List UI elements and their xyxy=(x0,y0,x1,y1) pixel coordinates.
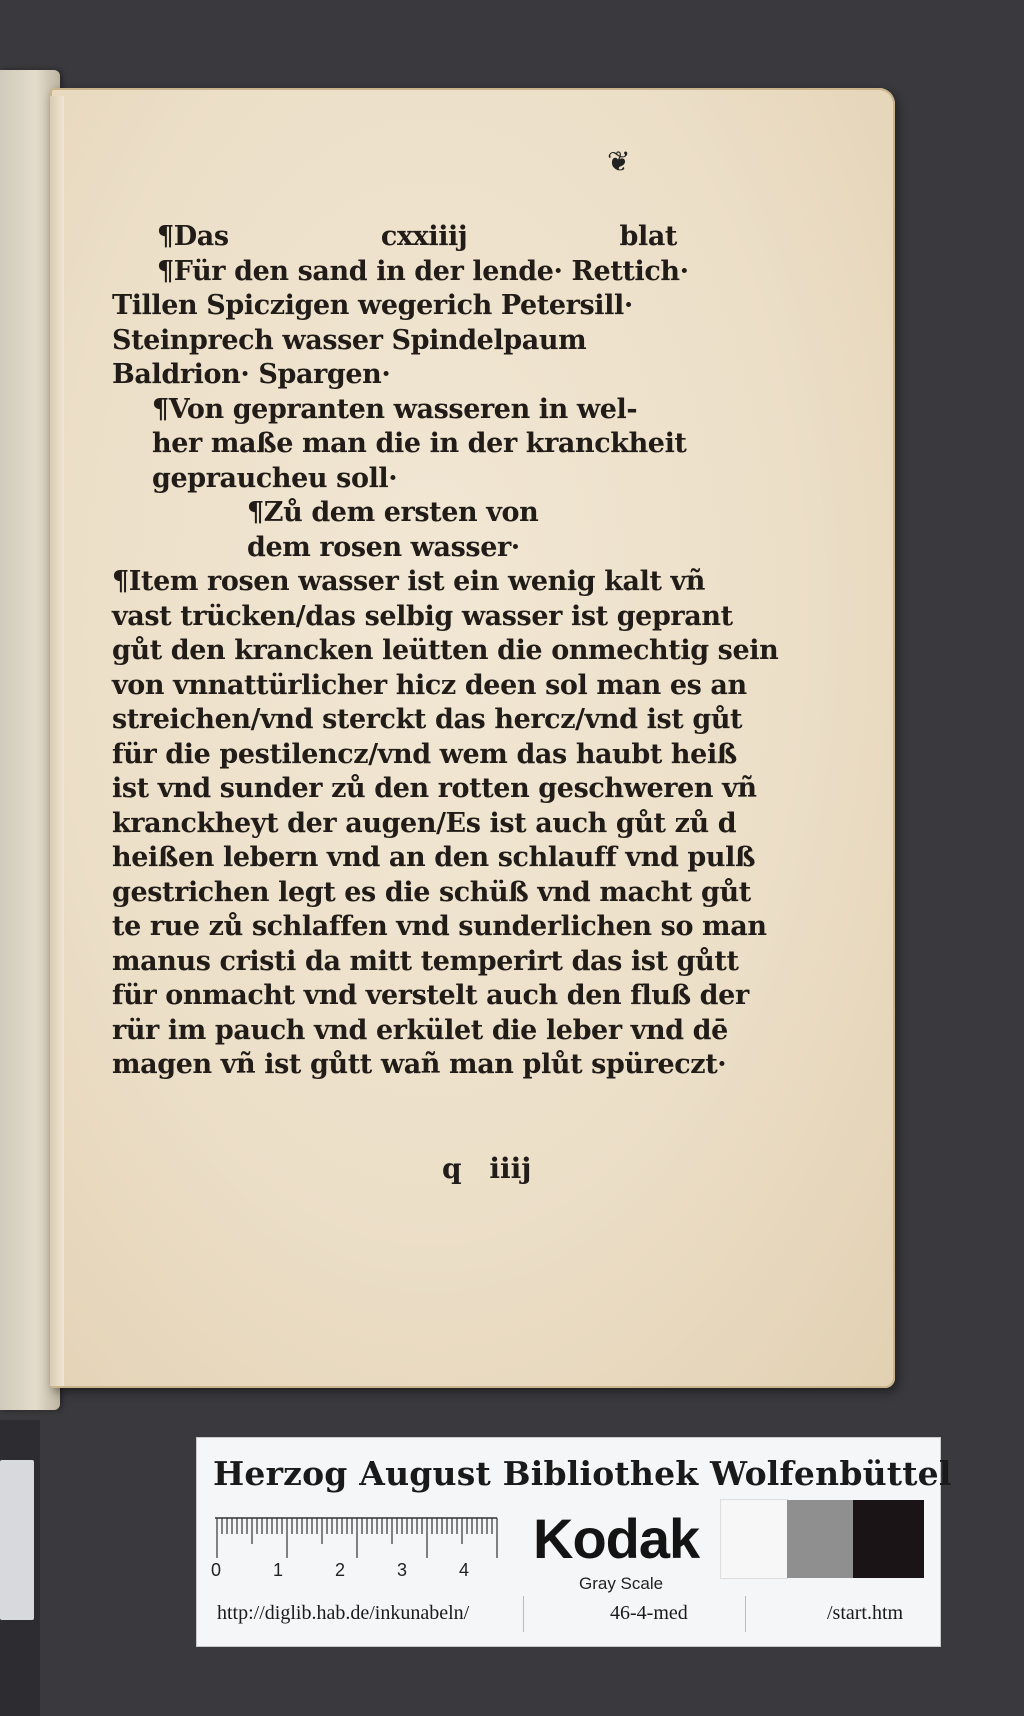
ruler-number: 0 xyxy=(211,1560,222,1580)
divider xyxy=(523,1596,524,1632)
page-text-block xyxy=(112,220,779,1083)
text-line: vast trücken/das selbig wasser ist geprant xyxy=(112,600,733,632)
text-line: Steinprech wasser Spindelpaum xyxy=(112,324,587,356)
ruler-number: 2 xyxy=(335,1560,346,1580)
text-line: streichen/vnd sterckt das hercz/vnd ist gůt xyxy=(112,704,743,735)
source-url: http://diglib.hab.de/inkunabeln/ xyxy=(217,1602,470,1624)
text-line: ¶Von gepranten wasseren in wel- xyxy=(152,393,638,425)
text-line: ist vnd sunder zů den rotten geschweren vñ xyxy=(112,773,757,804)
text-line: Baldrion· Spargen· xyxy=(112,359,391,390)
text-line: gestrichen legt es die schüß vnd macht gůt xyxy=(112,876,751,908)
text-line: für die pestilencz/vnd wem das haubt heiß xyxy=(112,738,737,770)
text-line: dem rosen wasser· xyxy=(247,531,520,563)
text-line xyxy=(112,220,677,255)
text-line: ¶Zů dem ersten von xyxy=(247,497,539,528)
text-line: gůt den krancken leütten die onmechtig sein xyxy=(112,635,779,666)
ruler-number: 1 xyxy=(273,1560,284,1580)
color-target-card xyxy=(197,1438,952,1646)
library-title: Herzog August Bibliothek Wolfenbüttel xyxy=(213,1454,952,1493)
kodak-logo: Kodak xyxy=(533,1507,700,1570)
text-line: te rue zů schlaffen vnd sunderlichen so man xyxy=(112,911,767,942)
white-swatch xyxy=(721,1500,787,1578)
gray-swatch xyxy=(787,1500,853,1578)
text-line: kranckheyt der augen/Es ist auch gůt zů d xyxy=(112,807,737,839)
text-line: magen vñ ist gůtt wañ man plůt spüreczt· xyxy=(112,1049,727,1080)
shelfmark-id: 46-4-med xyxy=(610,1602,688,1624)
black-swatch xyxy=(853,1500,924,1578)
text-line: Tillen Spiczigen wegerich Petersill· xyxy=(112,290,633,321)
text-line: heißen lebern vnd an den schlauff vnd pulß xyxy=(112,842,756,873)
text-line: gepraucheu soll· xyxy=(152,462,398,494)
signature-mark: q iiij xyxy=(442,1152,532,1185)
text-line: ¶Item rosen wasser ist ein wenig kalt vñ xyxy=(112,566,706,597)
start-path: /start.htm xyxy=(827,1602,904,1624)
page-gutter xyxy=(50,96,64,1386)
text-line: für onmacht vnd verstelt auch den fluß der xyxy=(112,980,749,1011)
text-line-part: blat xyxy=(619,221,677,252)
text-line: her maße man die in der kranckheit xyxy=(152,428,687,459)
text-line: manus cristi da mitt temperirt das ist gůtt xyxy=(112,945,739,977)
shelf-label xyxy=(0,1460,34,1620)
text-line: ¶Für den sand in der lende· Rettich· xyxy=(157,255,689,287)
text-line: rür im pauch vnd erkület die leber vnd dē xyxy=(112,1014,728,1046)
text-line: von vnnattürlicher hicz deen sol man es an xyxy=(112,669,747,701)
text-line-part: ¶Das xyxy=(157,221,229,252)
page-ornament: ❦ xyxy=(607,145,631,178)
gray-scale-label: Gray Scale xyxy=(579,1574,664,1593)
ruler-number: 3 xyxy=(397,1560,408,1580)
divider xyxy=(745,1596,746,1632)
ruler-number: 4 xyxy=(459,1560,470,1580)
text-line-part: cxxiiij xyxy=(380,221,468,252)
ruler xyxy=(215,1516,515,1566)
